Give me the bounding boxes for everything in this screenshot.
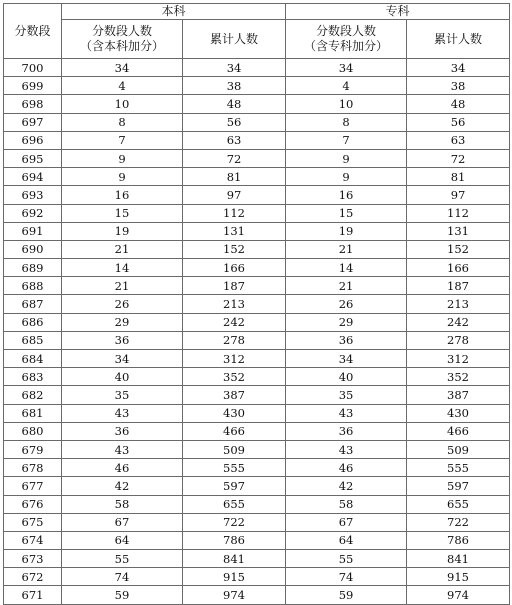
score-cell: 681 xyxy=(4,404,62,422)
undergrad-count-cell: 10 xyxy=(62,95,183,113)
undergrad-count-cell: 64 xyxy=(62,531,183,549)
undergrad-cumulative-cell: 34 xyxy=(183,59,286,77)
undergrad-cumulative-cell: 81 xyxy=(183,168,286,186)
table-row xyxy=(4,259,510,277)
undergrad-count-cell: 42 xyxy=(62,477,183,495)
score-cell: 680 xyxy=(4,422,62,440)
college-count-cell: 8 xyxy=(286,113,407,131)
college-cumulative-cell: 312 xyxy=(407,350,510,368)
undergrad-count-cell: 16 xyxy=(62,186,183,204)
college-cumulative-cell: 97 xyxy=(407,186,510,204)
score-cell: 677 xyxy=(4,477,62,495)
score-cell: 676 xyxy=(4,495,62,513)
college-count-cell: 9 xyxy=(286,149,407,167)
undergrad-cumulative-cell: 97 xyxy=(183,186,286,204)
undergrad-count-header-line1: 分数段人数 xyxy=(91,24,152,38)
college-count-cell: 64 xyxy=(286,531,407,549)
college-cumulative-cell: 242 xyxy=(407,313,510,331)
score-cell: 673 xyxy=(4,550,62,568)
score-cell: 687 xyxy=(4,295,62,313)
undergrad-cumulative-cell: 242 xyxy=(183,313,286,331)
undergrad-count-cell: 55 xyxy=(62,550,183,568)
score-cell: 674 xyxy=(4,531,62,549)
college-cumulative-cell: 430 xyxy=(407,404,510,422)
college-cumulative-cell: 509 xyxy=(407,440,510,458)
college-cumulative-cell: 352 xyxy=(407,368,510,386)
undergrad-cumulative-cell: 152 xyxy=(183,240,286,258)
undergrad-count-cell: 43 xyxy=(62,440,183,458)
undergrad-cumulative-cell: 278 xyxy=(183,331,286,349)
table-row xyxy=(4,222,510,240)
undergrad-count-cell: 43 xyxy=(62,404,183,422)
undergrad-count-cell: 21 xyxy=(62,277,183,295)
table-row xyxy=(4,59,510,77)
college-cumulative-cell: 166 xyxy=(407,259,510,277)
college-count-cell: 55 xyxy=(286,550,407,568)
undergrad-cumulative-cell: 722 xyxy=(183,513,286,531)
college-cumulative-cell: 38 xyxy=(407,77,510,95)
undergrad-count-cell: 34 xyxy=(62,59,183,77)
college-count-header xyxy=(286,20,407,59)
table-row xyxy=(4,404,510,422)
college-cumulative-cell: 72 xyxy=(407,149,510,167)
college-cumulative-cell: 841 xyxy=(407,550,510,568)
undergrad-count-cell: 21 xyxy=(62,240,183,258)
score-cell: 690 xyxy=(4,240,62,258)
undergrad-count-cell: 46 xyxy=(62,459,183,477)
undergrad-cumulative-cell: 597 xyxy=(183,477,286,495)
score-cell: 688 xyxy=(4,277,62,295)
score-cell: 686 xyxy=(4,313,62,331)
undergrad-count-cell: 15 xyxy=(62,204,183,222)
college-cumulative-cell: 112 xyxy=(407,204,510,222)
undergrad-count-cell: 14 xyxy=(62,259,183,277)
college-count-cell: 15 xyxy=(286,204,407,222)
college-count-header-line1: 分数段人数 xyxy=(316,24,377,38)
table-row xyxy=(4,77,510,95)
college-cumulative-cell: 34 xyxy=(407,59,510,77)
undergrad-cumulative-cell: 72 xyxy=(183,149,286,167)
undergrad-cumulative-cell: 430 xyxy=(183,404,286,422)
college-cumulative-cell: 213 xyxy=(407,295,510,313)
undergrad-cumulative-cell: 187 xyxy=(183,277,286,295)
college-count-cell: 29 xyxy=(286,313,407,331)
undergrad-cumulative-cell: 352 xyxy=(183,368,286,386)
college-count-cell: 21 xyxy=(286,240,407,258)
undergrad-cumulative-cell: 786 xyxy=(183,531,286,549)
undergrad-count-cell: 36 xyxy=(62,331,183,349)
college-cumulative-cell: 48 xyxy=(407,95,510,113)
score-cell: 679 xyxy=(4,440,62,458)
header-row-top xyxy=(4,4,510,20)
undergrad-count-header-line2: （含本科加分） xyxy=(79,39,164,53)
undergrad-cumulative-cell: 63 xyxy=(183,131,286,149)
table-row xyxy=(4,386,510,404)
undergrad-count-cell: 40 xyxy=(62,368,183,386)
table-row xyxy=(4,368,510,386)
college-count-cell: 46 xyxy=(286,459,407,477)
undergrad-cumulative-cell: 312 xyxy=(183,350,286,368)
undergrad-count-cell: 34 xyxy=(62,350,183,368)
table-row xyxy=(4,550,510,568)
college-count-cell: 19 xyxy=(286,222,407,240)
undergrad-count-cell: 59 xyxy=(62,586,183,604)
college-count-cell: 43 xyxy=(286,404,407,422)
header-row-sub xyxy=(4,20,510,59)
college-count-cell: 36 xyxy=(286,331,407,349)
undergrad-count-cell: 4 xyxy=(62,77,183,95)
score-cell: 685 xyxy=(4,331,62,349)
table-row xyxy=(4,168,510,186)
college-cumulative-cell: 56 xyxy=(407,113,510,131)
college-cumulative-cell: 915 xyxy=(407,568,510,586)
undergrad-cumulative-cell: 915 xyxy=(183,568,286,586)
college-cumulative-cell: 555 xyxy=(407,459,510,477)
undergrad-count-cell: 29 xyxy=(62,313,183,331)
college-count-cell: 34 xyxy=(286,59,407,77)
table-row xyxy=(4,459,510,477)
score-cell: 697 xyxy=(4,113,62,131)
table-row xyxy=(4,331,510,349)
undergrad-cumulative-cell: 166 xyxy=(183,259,286,277)
college-count-cell: 74 xyxy=(286,568,407,586)
college-count-cell: 7 xyxy=(286,131,407,149)
table-row xyxy=(4,568,510,586)
college-cumulative-cell: 63 xyxy=(407,131,510,149)
table-row xyxy=(4,186,510,204)
undergrad-cumulative-cell: 974 xyxy=(183,586,286,604)
college-count-cell: 43 xyxy=(286,440,407,458)
table-row xyxy=(4,350,510,368)
score-cell: 682 xyxy=(4,386,62,404)
table-row xyxy=(4,113,510,131)
undergrad-cumulative-cell: 841 xyxy=(183,550,286,568)
college-group-header: 专科 xyxy=(286,4,510,20)
table-row xyxy=(4,204,510,222)
college-count-cell: 10 xyxy=(286,95,407,113)
college-count-cell: 42 xyxy=(286,477,407,495)
college-cumulative-cell: 974 xyxy=(407,586,510,604)
undergrad-cumulative-cell: 387 xyxy=(183,386,286,404)
college-cumulative-header: 累计人数 xyxy=(407,20,510,59)
undergrad-count-cell: 36 xyxy=(62,422,183,440)
college-cumulative-cell: 278 xyxy=(407,331,510,349)
undergrad-count-cell: 19 xyxy=(62,222,183,240)
college-cumulative-cell: 722 xyxy=(407,513,510,531)
college-cumulative-cell: 655 xyxy=(407,495,510,513)
undergrad-cumulative-cell: 555 xyxy=(183,459,286,477)
college-cumulative-cell: 81 xyxy=(407,168,510,186)
college-count-cell: 21 xyxy=(286,277,407,295)
college-count-cell: 67 xyxy=(286,513,407,531)
college-cumulative-cell: 387 xyxy=(407,386,510,404)
college-cumulative-cell: 131 xyxy=(407,222,510,240)
college-count-cell: 58 xyxy=(286,495,407,513)
score-cell: 692 xyxy=(4,204,62,222)
undergrad-cumulative-cell: 213 xyxy=(183,295,286,313)
undergrad-count-cell: 35 xyxy=(62,386,183,404)
college-cumulative-cell: 152 xyxy=(407,240,510,258)
undergrad-group-header: 本科 xyxy=(62,4,286,20)
score-cell: 695 xyxy=(4,149,62,167)
college-count-cell: 34 xyxy=(286,350,407,368)
undergrad-count-cell: 58 xyxy=(62,495,183,513)
table-body xyxy=(4,59,510,605)
score-cell: 700 xyxy=(4,59,62,77)
college-count-cell: 35 xyxy=(286,386,407,404)
score-cell: 694 xyxy=(4,168,62,186)
undergrad-cumulative-cell: 466 xyxy=(183,422,286,440)
table-row xyxy=(4,313,510,331)
college-count-cell: 40 xyxy=(286,368,407,386)
undergrad-count-cell: 74 xyxy=(62,568,183,586)
undergrad-count-cell: 9 xyxy=(62,149,183,167)
undergrad-count-cell: 67 xyxy=(62,513,183,531)
score-cell: 698 xyxy=(4,95,62,113)
table-row xyxy=(4,240,510,258)
score-cell: 683 xyxy=(4,368,62,386)
table-row xyxy=(4,422,510,440)
score-cell: 693 xyxy=(4,186,62,204)
score-cell: 689 xyxy=(4,259,62,277)
undergrad-cumulative-cell: 48 xyxy=(183,95,286,113)
table-row xyxy=(4,513,510,531)
score-cell: 699 xyxy=(4,77,62,95)
college-count-header-line2: （含专科加分） xyxy=(304,39,389,53)
undergrad-count-header xyxy=(62,20,183,59)
score-cell: 684 xyxy=(4,350,62,368)
college-cumulative-cell: 187 xyxy=(407,277,510,295)
table-row xyxy=(4,149,510,167)
undergrad-cumulative-cell: 509 xyxy=(183,440,286,458)
undergrad-count-cell: 8 xyxy=(62,113,183,131)
undergrad-count-cell: 26 xyxy=(62,295,183,313)
score-cell: 675 xyxy=(4,513,62,531)
score-cell: 691 xyxy=(4,222,62,240)
score-cell: 696 xyxy=(4,131,62,149)
table-row xyxy=(4,586,510,604)
table-row xyxy=(4,477,510,495)
table-row xyxy=(4,277,510,295)
undergrad-cumulative-header: 累计人数 xyxy=(183,20,286,59)
undergrad-count-cell: 9 xyxy=(62,168,183,186)
score-cell: 671 xyxy=(4,586,62,604)
undergrad-cumulative-cell: 38 xyxy=(183,77,286,95)
table-row xyxy=(4,495,510,513)
college-count-cell: 9 xyxy=(286,168,407,186)
score-cell: 678 xyxy=(4,459,62,477)
college-cumulative-cell: 597 xyxy=(407,477,510,495)
college-count-cell: 26 xyxy=(286,295,407,313)
college-count-cell: 59 xyxy=(286,586,407,604)
table-row xyxy=(4,131,510,149)
college-count-cell: 4 xyxy=(286,77,407,95)
undergrad-cumulative-cell: 131 xyxy=(183,222,286,240)
undergrad-cumulative-cell: 655 xyxy=(183,495,286,513)
score-cell: 672 xyxy=(4,568,62,586)
score-band-header: 分数段 xyxy=(4,4,62,59)
college-cumulative-cell: 466 xyxy=(407,422,510,440)
table-row xyxy=(4,95,510,113)
table-header xyxy=(4,4,510,59)
college-count-cell: 14 xyxy=(286,259,407,277)
undergrad-cumulative-cell: 112 xyxy=(183,204,286,222)
college-count-cell: 36 xyxy=(286,422,407,440)
table-row xyxy=(4,440,510,458)
table-row xyxy=(4,531,510,549)
undergrad-count-cell: 7 xyxy=(62,131,183,149)
score-distribution-table xyxy=(3,3,510,605)
college-count-cell: 16 xyxy=(286,186,407,204)
table-row xyxy=(4,295,510,313)
undergrad-cumulative-cell: 56 xyxy=(183,113,286,131)
college-cumulative-cell: 786 xyxy=(407,531,510,549)
